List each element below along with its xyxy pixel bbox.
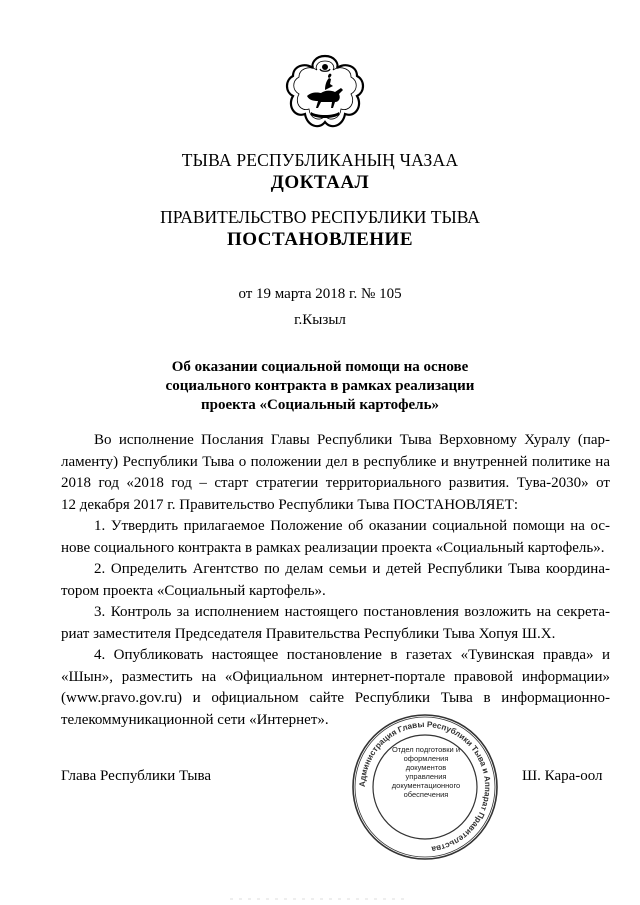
preamble-paragraph — [61, 430, 610, 516]
resolution-items — [61, 516, 610, 731]
signature-name: Ш. Кара-оол — [522, 768, 603, 784]
item-line: 3. Контроль за исполнением настоящего постановления возложить на секрета- — [94, 604, 610, 620]
document-date: от 19 марта 2018 г. № 105 — [238, 286, 402, 302]
text-line: 12 декабря 2017 г. Правительство Республики Тыва ПОСТАНОВЛЯЕТ: — [61, 496, 518, 513]
scan-artifact-line — [230, 898, 410, 900]
stamp-inner-text: Отдел подготовки и оформления документов управления документационного обеспечения — [391, 745, 461, 799]
item-line: 1. Утвердить прилагаемое Положение об оказании социальной помощи на ос- — [94, 518, 610, 534]
title-line: социального контракта в рамках реализации — [165, 378, 475, 394]
item-line: «Шын», разместить на «Официальном интернет-портале правовой информации» — [61, 668, 610, 685]
tuva-coat-of-arms-icon — [285, 52, 365, 134]
government-name: ПРАВИТЕЛЬСТВО РЕСПУБЛИКИ ТЫВА — [160, 207, 480, 227]
document-place: г.Кызыл — [294, 312, 346, 328]
item-line: нове социального контракта в рамках реализации проекта «Социальный картофель». — [61, 539, 605, 556]
text-line: Во исполнение Послания Главы Республики Тыва Верховному Хуралу (пар- — [94, 432, 610, 448]
republic-name-tyva: ТЫВА РЕСПУБЛИКАНЫҢ ЧАЗАА — [181, 150, 459, 170]
item-line: (www.pravo.gov.ru) и официальном сайте Республики Тыва в информационно- — [61, 690, 610, 706]
item-line: телекоммуникационной сети «Интернет». — [61, 711, 329, 728]
item-line: тором проекта «Социальный картофель». — [61, 582, 326, 599]
document-type: ПОСТАНОВЛЕНИЕ — [226, 229, 414, 250]
document-title — [150, 358, 490, 415]
stamp-ring-text: Администрация Главы Республики Тыва и Аппарат Правительства — [357, 719, 493, 854]
title-line: Об оказании социальной помощи на основе — [171, 359, 469, 375]
signature-position: Глава Республики Тыва — [61, 768, 212, 784]
title-line: проекта «Социальный картофель» — [200, 397, 440, 413]
text-line: 2018 год «2018 год – старт стратегии территориального развития. Тува-2030» от — [61, 475, 610, 491]
item-line: риат заместителя Председателя Правительства Республики Тыва Хопуя Ш.Х. — [61, 625, 556, 642]
item-line: 4. Опубликовать настоящее постановление в газетах «Тувинская правда» и — [94, 647, 610, 663]
item-line: 2. Определить Агентство по делам семьи и детей Республики Тыва координа- — [94, 561, 610, 577]
document-type-tyva: ДОКТААЛ — [270, 172, 370, 193]
text-line: ламенту) Республики Тыва о положении дел в республике и внутренней политике на — [61, 453, 610, 470]
